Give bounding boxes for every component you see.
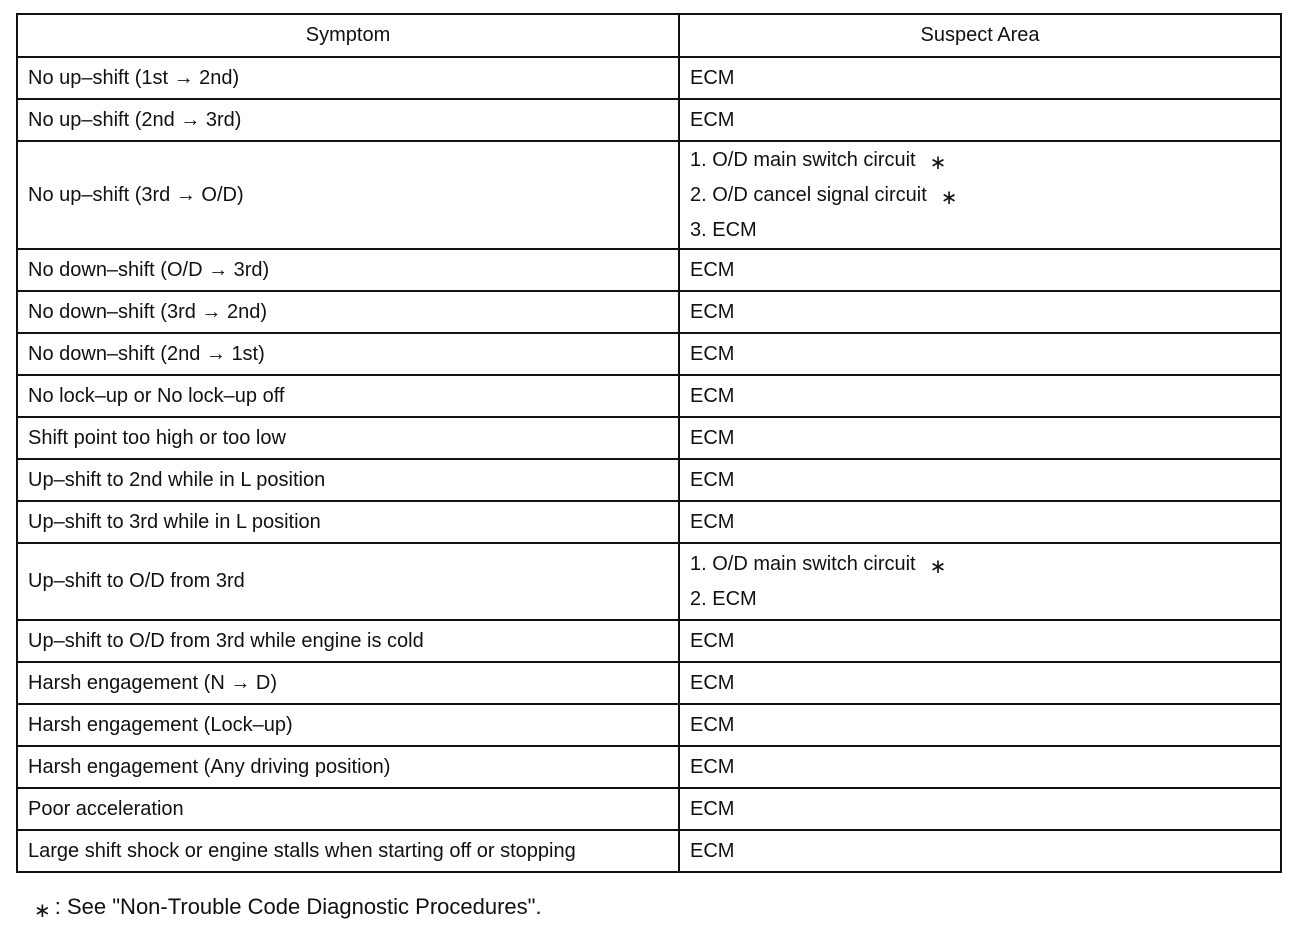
suspect-area-item — [690, 464, 1270, 496]
suspect-area-cell — [679, 375, 1281, 417]
suspect-area-text: ECM — [690, 259, 735, 281]
asterisk-icon: ∗ — [929, 152, 947, 174]
suspect-area-item — [690, 751, 1270, 783]
header-symptom: Symptom — [17, 14, 679, 57]
symptom-cell: Shift point too high or too low — [17, 417, 679, 459]
suspect-area-cell — [679, 141, 1281, 249]
asterisk-icon: ∗ — [929, 556, 947, 578]
suspect-area-item — [690, 104, 1270, 136]
suspect-area-cell — [679, 662, 1281, 704]
table-row — [17, 830, 1281, 872]
suspect-area-text: ECM — [690, 427, 735, 449]
suspect-area-cell — [679, 417, 1281, 459]
suspect-area-text: 2. ECM — [690, 588, 757, 610]
symptom-cell: No down–shift (O/D → 3rd) — [17, 249, 679, 291]
symptom-cell: No up–shift (2nd → 3rd) — [17, 99, 679, 141]
suspect-area-item — [690, 625, 1270, 657]
suspect-area-item — [690, 144, 1270, 179]
suspect-area-item — [690, 62, 1270, 94]
table-row — [17, 501, 1281, 543]
suspect-area-text: ECM — [690, 301, 735, 323]
symptom-cell: Up–shift to O/D from 3rd — [17, 543, 679, 620]
suspect-area-cell — [679, 543, 1281, 620]
table-row — [17, 333, 1281, 375]
table-row — [17, 57, 1281, 99]
table-row — [17, 662, 1281, 704]
suspect-area-cell — [679, 746, 1281, 788]
table-row — [17, 746, 1281, 788]
table-row — [17, 375, 1281, 417]
table-row — [17, 249, 1281, 291]
symptom-cell: No down–shift (2nd → 1st) — [17, 333, 679, 375]
header-suspect-area: Suspect Area — [679, 14, 1281, 57]
suspect-area-text: ECM — [690, 840, 735, 862]
symptom-cell: No up–shift (1st → 2nd) — [17, 57, 679, 99]
symptom-cell: Harsh engagement (N → D) — [17, 662, 679, 704]
suspect-area-cell — [679, 459, 1281, 501]
suspect-area-text: 2. O/D cancel signal circuit — [690, 184, 927, 206]
suspect-area-cell — [679, 620, 1281, 662]
symptom-cell: Up–shift to 2nd while in L position — [17, 459, 679, 501]
suspect-area-item — [690, 179, 1270, 214]
suspect-area-text: ECM — [690, 756, 735, 778]
symptom-cell: Harsh engagement (Any driving position) — [17, 746, 679, 788]
suspect-area-cell — [679, 830, 1281, 872]
table-body — [17, 57, 1281, 872]
suspect-area-item — [690, 380, 1270, 412]
suspect-area-text: ECM — [690, 109, 735, 131]
suspect-area-item — [690, 548, 1270, 583]
suspect-area-text: ECM — [690, 469, 735, 491]
symptom-cell: Poor acceleration — [17, 788, 679, 830]
suspect-area-item — [690, 338, 1270, 370]
suspect-area-item — [690, 296, 1270, 328]
symptom-cell: Harsh engagement (Lock–up) — [17, 704, 679, 746]
table-row — [17, 459, 1281, 501]
suspect-area-item — [690, 667, 1270, 699]
symptom-cell: No up–shift (3rd → O/D) — [17, 141, 679, 249]
table-row — [17, 417, 1281, 459]
symptom-cell: Up–shift to O/D from 3rd while engine is cold — [17, 620, 679, 662]
suspect-area-text: ECM — [690, 672, 735, 694]
suspect-area-item — [690, 583, 1270, 615]
suspect-area-text: ECM — [690, 798, 735, 820]
suspect-area-text: 1. O/D main switch circuit — [690, 553, 916, 575]
suspect-area-text: ECM — [690, 67, 735, 89]
suspect-area-cell — [679, 333, 1281, 375]
table-row — [17, 543, 1281, 620]
suspect-area-text: ECM — [690, 630, 735, 652]
suspect-area-cell — [679, 99, 1281, 141]
suspect-area-cell — [679, 501, 1281, 543]
table-row — [17, 704, 1281, 746]
suspect-area-text: ECM — [690, 714, 735, 736]
suspect-area-cell — [679, 291, 1281, 333]
suspect-area-text: ECM — [690, 511, 735, 533]
suspect-area-cell — [679, 704, 1281, 746]
asterisk-icon: ∗ — [940, 187, 958, 209]
suspect-area-item — [690, 214, 1270, 246]
suspect-area-text: ECM — [690, 385, 735, 407]
suspect-area-item — [690, 254, 1270, 286]
suspect-area-item — [690, 506, 1270, 538]
table-row — [17, 141, 1281, 249]
suspect-area-cell — [679, 788, 1281, 830]
symptom-cell: Large shift shock or engine stalls when starting off or stopping — [17, 830, 679, 872]
footnote-text: : See "Non-Trouble Code Diagnostic Procedures". — [54, 894, 542, 919]
suspect-area-text: ECM — [690, 343, 735, 365]
symptom-cell: No down–shift (3rd → 2nd) — [17, 291, 679, 333]
table-row — [17, 788, 1281, 830]
table-row — [17, 291, 1281, 333]
suspect-area-text: 3. ECM — [690, 219, 757, 241]
suspect-area-cell — [679, 57, 1281, 99]
table-header-row — [17, 14, 1281, 57]
symptom-cell: No lock–up or No lock–up off — [17, 375, 679, 417]
suspect-area-item — [690, 709, 1270, 741]
suspect-area-text: 1. O/D main switch circuit — [690, 149, 916, 171]
table-row — [17, 620, 1281, 662]
symptom-cell: Up–shift to 3rd while in L position — [17, 501, 679, 543]
table-row — [17, 99, 1281, 141]
suspect-area-item — [690, 835, 1270, 867]
symptom-table — [16, 13, 1282, 873]
suspect-area-cell — [679, 249, 1281, 291]
suspect-area-item — [690, 793, 1270, 825]
suspect-area-item — [690, 422, 1270, 454]
footnote — [34, 893, 542, 925]
asterisk-icon: ∗ — [34, 900, 51, 922]
